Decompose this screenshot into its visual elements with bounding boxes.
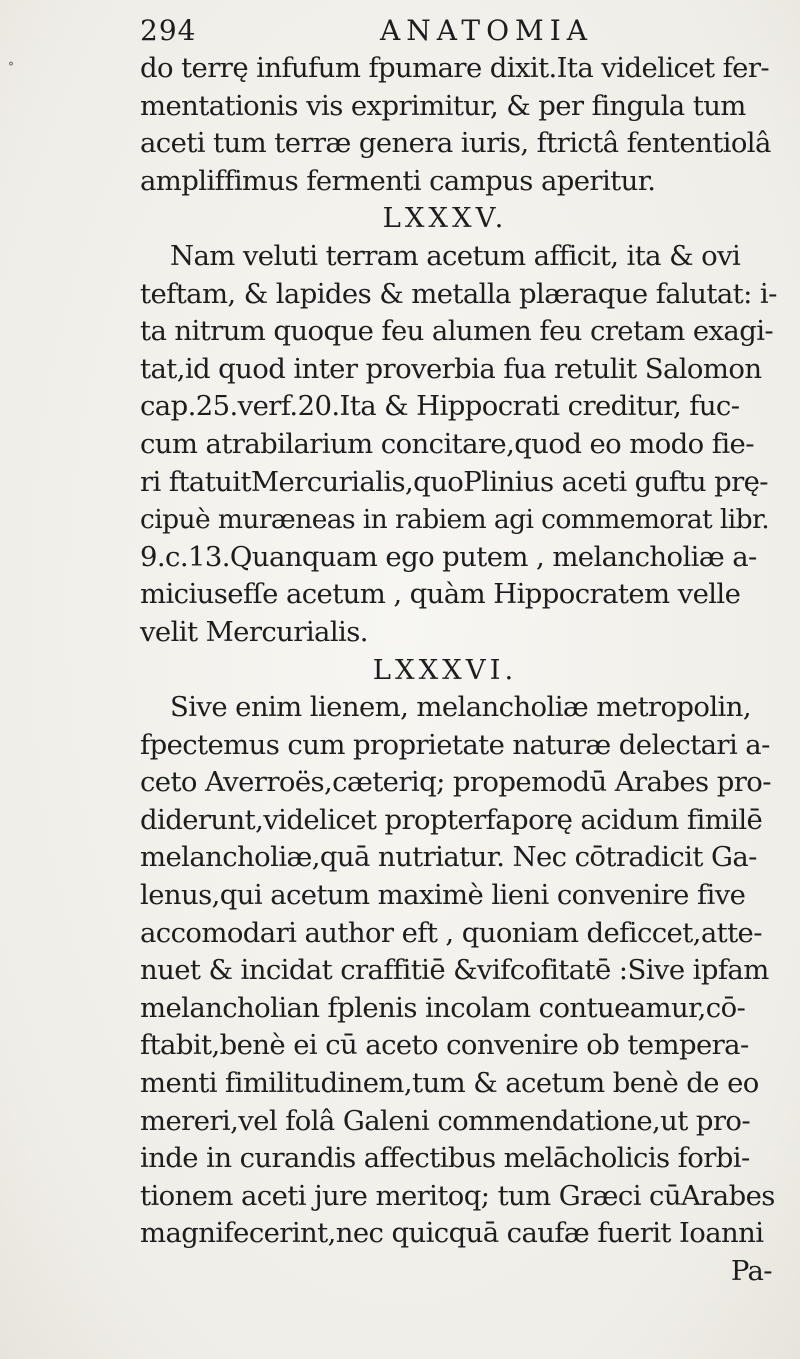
text-line: cipuè muræneas in rabiem agi commemorat libr.: [140, 504, 770, 536]
text-line: tionem aceti jure meritoq; tum Græci cūArabes: [140, 1179, 775, 1212]
text-line: lenus,qui acetum maximè lieni convenire five: [140, 879, 746, 912]
text-line: Nam veluti terram acetum afficit, ita & ovi: [170, 239, 741, 272]
text-line: menti fimilitudinem,tum & acetum benè de eo: [140, 1067, 759, 1100]
text-line: mentationis vis exprimitur, & per fingula tum: [140, 89, 746, 122]
text-line: Sive enim lienem, melancholiæ metropolin,: [170, 691, 752, 724]
page-number: 294: [140, 14, 197, 47]
section-number: LXXXV.: [382, 202, 508, 235]
text-line: aceti tum terræ genera iuris, ftrictâ fententiolâ: [140, 127, 771, 160]
text-line: fpectemus cum proprietate naturæ delectari a-: [140, 728, 770, 761]
text-line: cum atrabilarium concitare,quod eo modo fie-: [140, 427, 754, 460]
text-line: melancholiæ,quā nutriatur. Nec cōtradicit Ga-: [140, 841, 757, 874]
text-line: ri ftatuitMercurialis,quoPlinius aceti guftu prę-: [140, 465, 768, 498]
text-line: teftam, & lapides & metalla plæraque falutat: i-: [140, 277, 777, 310]
text-line: nuet & incidat craffitiē &vifcofitatē :Sive ipfam: [140, 954, 769, 987]
text-line: magnifecerint,nec quicquā caufæ fuerit Ioanni: [140, 1217, 764, 1250]
catchword: Pa-: [730, 1255, 772, 1287]
text-line: do terrę infufum fpumare dixit.Ita videlicet fer-: [140, 52, 770, 84]
text-line: ampliffimus fermenti campus aperitur.: [140, 164, 656, 197]
text-line: mereri,vel folâ Galeni commendatione,ut pro-: [140, 1104, 751, 1137]
text-line: ceto Averroës,cæteriq; propemodū Arabes pro-: [140, 766, 771, 799]
margin-mark: °: [8, 60, 14, 74]
text-line: ftabit,benè ei cū aceto convenire ob tempera-: [140, 1029, 749, 1062]
text-line: cap.25.verf.20.Ita & Hippocrati creditur, fuc-: [140, 390, 740, 423]
page-header: [140, 8, 700, 52]
text-line: 9.c.13.Quanquam ego putem , melancholiæ a-: [140, 540, 757, 573]
text-line: inde in curandis affectibus melācholicis forbi-: [140, 1142, 750, 1175]
running-head: ANATOMIA: [380, 14, 593, 47]
text-line: ta nitrum quoque feu alumen feu cretam exagi-: [140, 315, 774, 348]
text-line: diderunt,videlicet propterfaporę acidum fimilē: [140, 803, 763, 836]
text-line: miciusefſe acetum , quàm Hippocratem velle: [140, 578, 741, 611]
text-line: melancholian fplenis incolam contueamur,cō-: [140, 991, 746, 1024]
text-line: tat,id quod inter proverbia fua retulit Salomon: [140, 352, 762, 385]
text-line: accomodari author eft , quoniam deficcet,atte-: [140, 916, 762, 949]
text-line: velit Mercurialis.: [140, 615, 368, 648]
section-number: LXXXVI.: [372, 653, 518, 686]
text-block: [140, 50, 780, 1291]
